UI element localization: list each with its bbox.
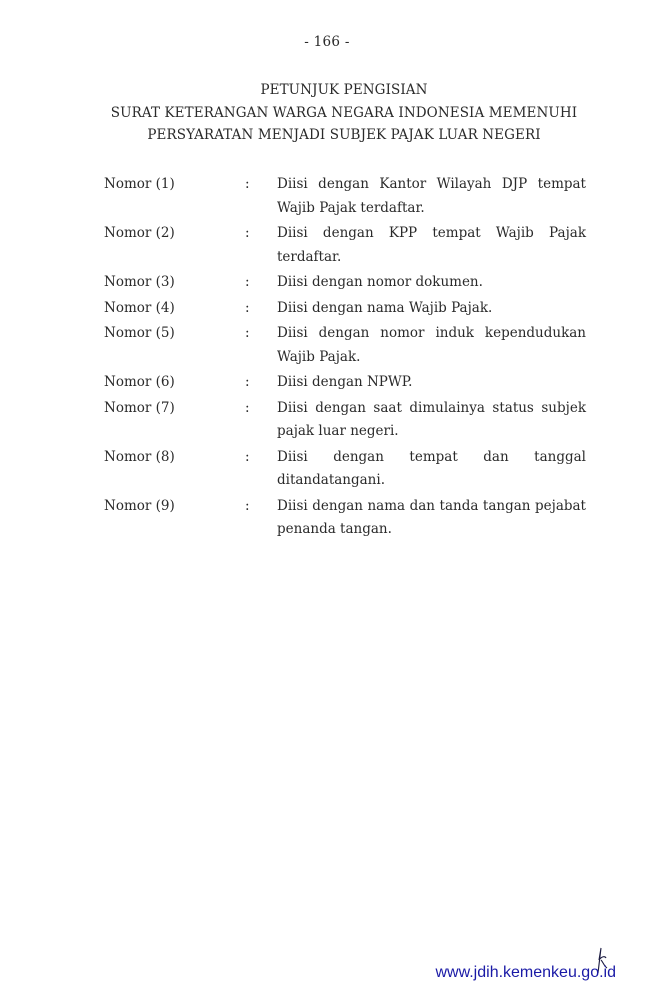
- instruction-entry: [104, 222, 586, 269]
- entry-label: Nomor (1): [104, 176, 175, 192]
- entry-text: Diisi dengan Kantor Wilayah DJP tempat Wajib Pajak terdaftar.: [277, 176, 586, 216]
- title-line-2: SURAT KETERANGAN WARGA NEGARA INDONESIA MEMENUHI: [110, 104, 578, 121]
- entry-colon: :: [245, 497, 250, 514]
- entry-label: Nomor (9): [104, 497, 175, 514]
- instruction-entry: [104, 397, 586, 444]
- entry-colon: :: [245, 374, 250, 390]
- instruction-entry: [104, 297, 586, 321]
- entry-label: Nomor (8): [104, 448, 175, 465]
- entry-colon: :: [245, 399, 250, 416]
- entry-text: Diisi dengan saat dimulainya status subjek pajak luar negeri.: [277, 399, 586, 439]
- entry-text: Diisi dengan nomor dokumen.: [277, 274, 483, 290]
- entry-colon: :: [245, 325, 250, 341]
- entry-text: Diisi dengan tempat dan tanggal ditandatangani.: [277, 448, 586, 488]
- instruction-list: [104, 173, 586, 544]
- instruction-entry: [104, 371, 586, 395]
- entry-label: Nomor (5): [104, 325, 175, 341]
- entry-colon: :: [245, 299, 250, 316]
- entry-colon: :: [245, 448, 250, 465]
- entry-text: Diisi dengan nama dan tanda tangan pejabat penanda tangan.: [277, 497, 586, 537]
- entry-label: Nomor (7): [104, 399, 175, 416]
- title-line-1: PETUNJUK PENGISIAN: [260, 82, 428, 98]
- entry-colon: :: [245, 225, 250, 241]
- jdih-website-link[interactable]: www.jdih.kemenkeu.go.id: [435, 964, 616, 981]
- instruction-entry: [104, 495, 586, 542]
- entry-colon: :: [245, 274, 250, 290]
- entry-label: Nomor (2): [104, 225, 175, 241]
- entry-label: Nomor (6): [104, 374, 175, 390]
- instruction-entry: [104, 322, 586, 369]
- entry-label: Nomor (4): [104, 299, 175, 316]
- entry-text: Diisi dengan nomor induk kependudukan Wajib Pajak.: [277, 325, 586, 365]
- instruction-entry: [104, 446, 586, 493]
- entry-label: Nomor (3): [104, 274, 175, 290]
- entry-text: Diisi dengan nama Wajib Pajak.: [277, 299, 493, 316]
- entry-text: Diisi dengan KPP tempat Wajib Pajak terdaftar.: [277, 225, 586, 265]
- instruction-entry: [104, 271, 586, 295]
- document-title: [0, 79, 654, 147]
- entry-colon: :: [245, 176, 250, 192]
- page-number: - 166 -: [304, 34, 350, 50]
- instruction-entry: [104, 173, 586, 220]
- entry-text: Diisi dengan NPWP.: [277, 374, 413, 390]
- title-line-3: PERSYARATAN MENJADI SUBJEK PAJAK LUAR NEGERI: [147, 127, 541, 143]
